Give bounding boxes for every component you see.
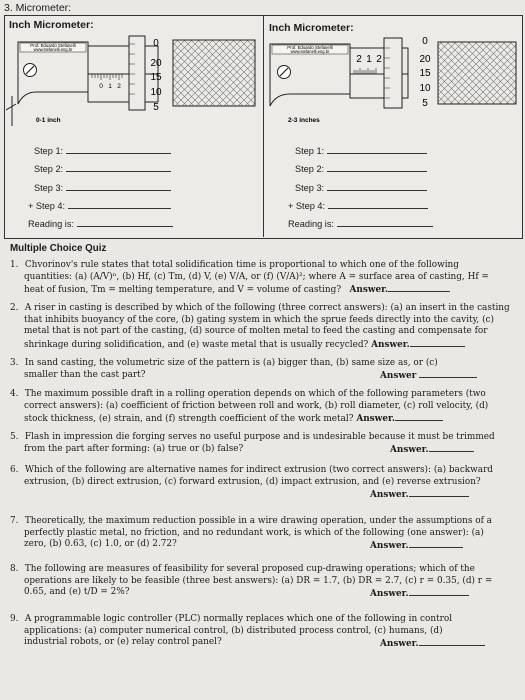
ratchet (173, 40, 255, 106)
question-text: heat of fusion, Tm = melting temperature, and V = volume of casting? (24, 285, 342, 296)
question-text: from the part after forming: (a) true or (b) false? (24, 443, 244, 454)
step-label: Step 1: (295, 146, 325, 156)
section-title: 3. Micrometer: (4, 2, 72, 14)
right-micrometer-title: Inch Micrometer: (269, 22, 354, 34)
question-text: that inhibits buoyancy of the core, (b) gating system in which the sprue feeds directly into the cavity, (c) (24, 314, 494, 325)
brand-line-1: Prof. Eduardo Stefanelli (30, 43, 76, 48)
thimble (129, 36, 145, 110)
right-step-1 (295, 145, 427, 156)
question-text: extrusion, (b) direct extrusion, (c) forward extrusion, (d) impact extrusion, and (e) reverse extrusion? (24, 476, 481, 487)
question-number: 8. (10, 564, 19, 574)
question-text: The maximum possible draft in a rolling operation depends on which of the following parameters (two (24, 389, 486, 399)
thimble (384, 38, 402, 108)
question-text: Theoretically, the maximum reduction possible in a wire drawing operation, under the assumptions of a (24, 516, 492, 526)
answer-blank[interactable] (66, 163, 171, 172)
thimble-number: 5 (153, 102, 159, 113)
thimble-number: 15 (150, 72, 162, 83)
question-text: stock thickness, (e) strain, and (f) strength coefficient of the work metal? (24, 414, 354, 425)
right-step-3 (295, 182, 427, 193)
answer-blank[interactable] (388, 283, 450, 292)
left-step-2 (34, 163, 171, 174)
box-divider (263, 16, 264, 237)
brand-line-2: www.stefanelli.eng.br (290, 49, 330, 54)
question-text: The following are measures of feasibility for several proposed cup-drawing operations; which of the (24, 564, 475, 574)
question-text: correct answers): (a) coefficient of friction between roll and work, (b) roll diameter, (c) roll velocity, (d) (24, 400, 489, 411)
answer-blank[interactable] (409, 539, 463, 548)
step-label: Step 3: (34, 183, 64, 193)
thimble-number: 0 (153, 38, 159, 49)
answer-blank[interactable] (328, 200, 428, 209)
thimble-number: 20 (419, 54, 431, 65)
answer-blank[interactable] (327, 145, 427, 154)
answer-label: Answer. (390, 445, 429, 455)
question-number: 4. (10, 389, 19, 399)
right-reading (288, 218, 433, 229)
question-3 (10, 358, 518, 381)
question-number: 2. (10, 303, 19, 313)
question-text: industrial robots, or (e) relay control panel? (24, 637, 222, 648)
question-text: A riser in casting is described by which of the following (three correct answers): (a) an insert in the casting (24, 303, 510, 313)
thimble-number: 5 (422, 98, 428, 109)
answer-label: Answer. (370, 541, 409, 551)
range-label: 2-3 inches (288, 117, 320, 124)
answer-label: Answer. (349, 285, 389, 296)
answer-label: Answer (380, 371, 417, 381)
left-step-3 (34, 182, 171, 193)
question-text: A programmable logic controller (PLC) normally replaces which one of the following in control (24, 614, 453, 624)
step-label: Step 1: (34, 146, 64, 156)
question-7 (10, 516, 518, 551)
left-reading (28, 218, 173, 229)
quiz-title: Multiple Choice Quiz (10, 243, 107, 254)
question-text: Flash in impression die forging serves no useful purpose and is undesirable because it must be trimmed (24, 432, 495, 442)
barrel-digit: 0 (99, 83, 103, 90)
question-9 (10, 614, 518, 649)
thimble-number: 15 (419, 68, 431, 79)
question-text: Chvorinov's rule states that total solidification time is proportional to which one of the following (24, 260, 459, 270)
answer-blank[interactable] (327, 163, 427, 172)
question-5 (10, 432, 518, 455)
answer-blank[interactable] (409, 488, 469, 497)
answer-blank[interactable] (77, 218, 173, 227)
range-label: 0-1 inch (36, 117, 61, 124)
question-text: operations are likely to be feasible (three best answers): (a) DR = 1.7, (b) DR = 2.7, (c) r = 0.35, (d) r = (24, 575, 493, 586)
answer-label: Answer. (380, 639, 419, 649)
answer-label: Answer. (356, 414, 395, 425)
answer-blank[interactable] (410, 338, 465, 347)
question-text: perfectly plastic metal, no friction, and no redundant work, is which of the following (one answer): (a) (24, 527, 484, 538)
question-number: 6. (10, 465, 19, 475)
question-text: applications: (a) computer numerical control, (b) distributed process control, (c) humans, (d) (24, 625, 443, 636)
answer-label: Answer. (371, 339, 410, 350)
answer-blank[interactable] (66, 182, 171, 191)
step-label: Step 3: (295, 183, 325, 193)
barrel-digit: 2 (117, 83, 121, 90)
answer-blank[interactable] (409, 587, 469, 596)
question-text: In sand casting, the volumetric size of the pattern is (a) bigger than, (b) same size as, or (c) (24, 358, 438, 368)
question-number: 7. (10, 516, 19, 526)
question-4 (10, 389, 518, 426)
step-label: + Step 4: (28, 201, 66, 211)
step-label: Step 2: (295, 164, 325, 174)
right-step-2 (295, 163, 427, 174)
question-1 (10, 260, 518, 297)
barrel-digit: 2 (356, 54, 362, 65)
brand-line-1: Prof. Eduardo Stefanelli (287, 45, 333, 50)
question-text: Which of the following are alternative names for indirect extrusion (two correct answers): (a) backward (24, 465, 493, 475)
thimble-number: 0 (422, 36, 428, 47)
step-label: + Step 4: (288, 201, 326, 211)
ratchet (438, 42, 516, 104)
answer-blank[interactable] (66, 145, 171, 154)
question-number: 9. (10, 614, 19, 624)
question-number: 5. (10, 432, 19, 442)
thimble-number: 10 (150, 87, 162, 98)
barrel-digit: 1 (108, 83, 112, 90)
answer-blank[interactable] (419, 637, 485, 646)
left-step-4 (28, 200, 171, 211)
question-2 (10, 303, 518, 351)
left-micrometer-title: Inch Micrometer: (9, 19, 94, 31)
question-number: 3. (10, 358, 19, 368)
question-text: smaller than the cast part? (24, 369, 146, 380)
question-text: zero, (b) 0.63, (c) 1.0, or (d) 2.72? (24, 539, 177, 550)
answer-blank[interactable] (419, 369, 477, 378)
question-text: shrinkage during solidification, and (e) waste metal that is usually recycled? (24, 339, 369, 350)
answer-blank[interactable] (68, 200, 171, 209)
left-micrometer-diagram (6, 30, 262, 132)
answer-label: Answer. (370, 490, 409, 501)
question-number: 1. (10, 260, 19, 270)
reading-label: Reading is: (288, 219, 334, 229)
answer-label: Answer. (370, 589, 409, 599)
right-step-4 (288, 200, 428, 211)
step-label: Step 2: (34, 164, 64, 174)
answer-blank[interactable] (395, 412, 443, 421)
question-text: 0.65, and (e) t/D = 2%? (24, 587, 130, 598)
barrel-digit: 2 (376, 54, 382, 65)
question-text: quantities: (a) (A/V)ⁿ, (b) Hf, (c) Tm, (d) V, (e) V/A, or (f) (V/A)²; where A = surface area of casting, Hf = (24, 271, 489, 282)
question-8 (10, 564, 518, 599)
left-step-1 (34, 145, 171, 156)
reading-label: Reading is: (28, 219, 74, 229)
right-micrometer-diagram (266, 36, 520, 132)
barrel-digit: 1 (366, 54, 372, 65)
brand-line-2: www.stefanelli.eng.br (33, 47, 73, 52)
question-6 (10, 465, 518, 502)
answer-blank[interactable] (429, 443, 474, 452)
question-text: metal that is not part of the casting, (d) source of molten metal to feed the casting and compensate for (24, 326, 488, 337)
answer-blank[interactable] (337, 218, 433, 227)
thimble-number: 10 (419, 83, 431, 94)
thimble-number: 20 (150, 58, 162, 69)
answer-blank[interactable] (327, 182, 427, 191)
